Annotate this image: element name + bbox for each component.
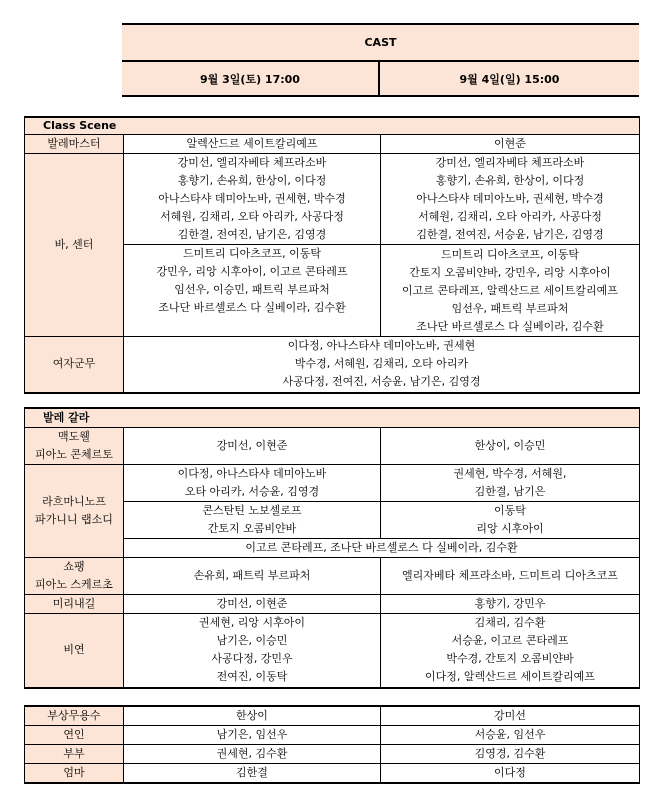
cast-line: 리앙 시후아이 xyxy=(476,521,544,535)
rachmaninoff-shared: 이고르 콘타레프, 조나단 바르셀로스 다 실베이라, 김수환 xyxy=(124,538,640,557)
cast-line: 홍향기, 손유희, 한상이, 이다정 xyxy=(177,174,327,187)
couple-day1: 권세현, 김수환 xyxy=(124,745,381,764)
cast-line: 임선우, 이승민, 패트릭 부르파처 xyxy=(174,283,330,296)
role-label-mother: 엄마 xyxy=(25,764,124,784)
rachmaninoff-day2-a xyxy=(381,464,640,501)
injured-dancer-day1: 한상이 xyxy=(124,706,381,726)
cast-line: 이동탁 xyxy=(494,503,526,517)
cast-line: 간토지 오콤비얀바, 강민우, 리앙 시후아이 xyxy=(409,265,611,279)
ballet-master-day2: 이현준 xyxy=(381,135,640,154)
role-label-macdowell xyxy=(25,427,124,464)
macdowell-day1: 강미선, 이현준 xyxy=(124,427,381,464)
chopin-day2: 엘리자베타 체프라소바, 드미트리 디아츠코프 xyxy=(381,557,640,594)
cast-line: 콘스탄틴 노보셀로프 xyxy=(202,503,302,517)
date-day1: 9월 3일(토) 17:00 xyxy=(200,72,300,86)
lovers-day1: 남기은, 임선우 xyxy=(124,726,381,745)
women-corps-cast xyxy=(124,337,640,393)
role-label-injured-dancer: 부상무용수 xyxy=(25,706,124,726)
cast-line: 이다정, 아나스타샤 데미아노바 xyxy=(177,466,327,480)
chopin-day1: 손유희, 패트릭 부르파처 xyxy=(124,557,381,594)
rachmaninoff-day2-b xyxy=(381,501,640,538)
cast-line: 강민우, 리앙 시후아이, 이고르 콘타레프 xyxy=(156,265,348,278)
cast-line: 아나스타샤 데미아노바, 권세현, 박수경 xyxy=(158,192,346,205)
cast-line: 강미선, 엘리자베타 체프라소바 xyxy=(435,156,585,169)
mother-day1: 김한결 xyxy=(124,764,381,784)
role-label-couple: 부부 xyxy=(25,745,124,764)
class-scene-table xyxy=(24,116,640,394)
cast-line: 김한결, 전여진, 남기은, 김영경 xyxy=(177,228,327,241)
cast-line: 박수경, 서혜원, 김채리, 오타 아리카 xyxy=(294,357,469,371)
role-label-women-corps: 여자군무 xyxy=(25,337,124,393)
cast-line: 서혜원, 김채리, 오타 아리카, 사공다정 xyxy=(418,210,602,223)
biyeon-day1 xyxy=(124,613,381,688)
cast-line: 전여진, 이동탁 xyxy=(216,670,288,684)
bar-center-day2-women xyxy=(381,154,640,245)
cast-title: CAST xyxy=(364,36,397,49)
rachmaninoff-day1-b xyxy=(124,501,381,538)
role-label-biyeon: 비연 xyxy=(25,613,124,688)
work-title: 맥도웰 xyxy=(58,429,90,443)
date-header-day1 xyxy=(122,60,380,97)
lovers-day2: 서승윤, 임선우 xyxy=(381,726,640,745)
ballet-master-day1: 알렉산드르 세이트칼리예프 xyxy=(124,135,381,154)
cast-line: 이다정, 알렉산드르 세이트칼리예프 xyxy=(425,670,595,684)
role-label-bar-center: 바, 센터 xyxy=(25,154,124,337)
bar-center-day2-men xyxy=(381,245,640,337)
ballet-gala-table xyxy=(24,407,640,689)
cast-line: 사공다정, 전여진, 서승윤, 남기은, 김영경 xyxy=(282,375,481,389)
bar-center-day1-men xyxy=(124,245,381,337)
cast-line: 김채리, 김수환 xyxy=(474,616,546,630)
cast-line: 서혜원, 김채리, 오타 아리카, 사공다정 xyxy=(160,210,344,223)
date-header-day2 xyxy=(380,60,639,97)
cast-line: 서승윤, 이고르 콘타레프 xyxy=(451,634,569,648)
mirinaegil-day2: 홍향기, 강민우 xyxy=(381,594,640,613)
bar-center-day1-women xyxy=(124,154,381,245)
work-subtitle: 파가니니 랩소디 xyxy=(35,512,113,526)
couple-day2: 김영경, 김수환 xyxy=(381,745,640,764)
cast-line: 사공다정, 강민우 xyxy=(211,652,293,666)
macdowell-day2: 한상이, 이승민 xyxy=(381,427,640,464)
role-label-chopin xyxy=(25,557,124,594)
rachmaninoff-day1-a xyxy=(124,464,381,501)
mother-day2: 이다정 xyxy=(381,764,640,784)
work-subtitle: 피아노 콘체르토 xyxy=(35,447,113,461)
cast-line: 권세현, 리앙 시후아이 xyxy=(198,616,306,630)
cast-line: 강미선, 엘리자베타 체프라소바 xyxy=(177,156,327,169)
cast-line: 이다정, 아나스타샤 데미아노바, 권세현 xyxy=(287,339,476,353)
cast-line: 드미트리 디아츠코프, 이동탁 xyxy=(182,247,321,260)
cast-line: 박수경, 간토지 오콤비얀바 xyxy=(446,652,574,666)
biyeon-day2 xyxy=(381,613,640,688)
role-label-mirinaegil: 미리내길 xyxy=(25,594,124,613)
cast-line: 드미트리 디아츠코프, 이동탁 xyxy=(440,247,579,261)
injured-dancer-day2: 강미선 xyxy=(381,706,640,726)
mirinaegil-day1: 강미선, 이현준 xyxy=(124,594,381,613)
cast-line: 홍향기, 손유희, 한상이, 이다정 xyxy=(435,174,585,187)
cast-line: 이고르 콘타레프, 알렉산드르 세이트칼리예프 xyxy=(402,283,618,297)
cast-line: 간토지 오콤비얀바 xyxy=(207,521,297,535)
cast-line: 권세현, 박수경, 서혜원, xyxy=(453,466,567,480)
section-title-gala: 발레 갈라 xyxy=(25,408,640,427)
work-title: 라흐마니노프 xyxy=(42,494,106,508)
cast-line: 임선우, 패트릭 부르파처 xyxy=(451,301,569,315)
bottom-roles-table xyxy=(24,705,640,784)
cast-line: 김한결, 남기은 xyxy=(474,484,546,498)
cast-line: 오타 아리카, 서승윤, 김영경 xyxy=(184,484,320,498)
section-title-class-scene: Class Scene xyxy=(25,117,640,135)
role-label-lovers: 연인 xyxy=(25,726,124,745)
cast-line: 남기은, 이승민 xyxy=(216,634,288,648)
cast-title-cell xyxy=(122,23,639,60)
role-label-ballet-master: 발레마스터 xyxy=(25,135,124,154)
cast-line: 김한결, 전여진, 서승윤, 남기은, 김영경 xyxy=(416,228,604,241)
role-label-rachmaninoff xyxy=(25,464,124,557)
work-title: 쇼팽 xyxy=(63,559,85,573)
cast-line: 아나스타샤 데미아노바, 권세현, 박수경 xyxy=(416,192,604,205)
date-day2: 9월 4일(일) 15:00 xyxy=(459,72,560,86)
work-subtitle: 피아노 스케르초 xyxy=(35,577,113,591)
cast-line: 조나단 바르셀로스 다 실베이라, 김수환 xyxy=(416,319,604,333)
cast-line: 조나단 바르셀로스 다 실베이라, 김수환 xyxy=(158,301,346,314)
